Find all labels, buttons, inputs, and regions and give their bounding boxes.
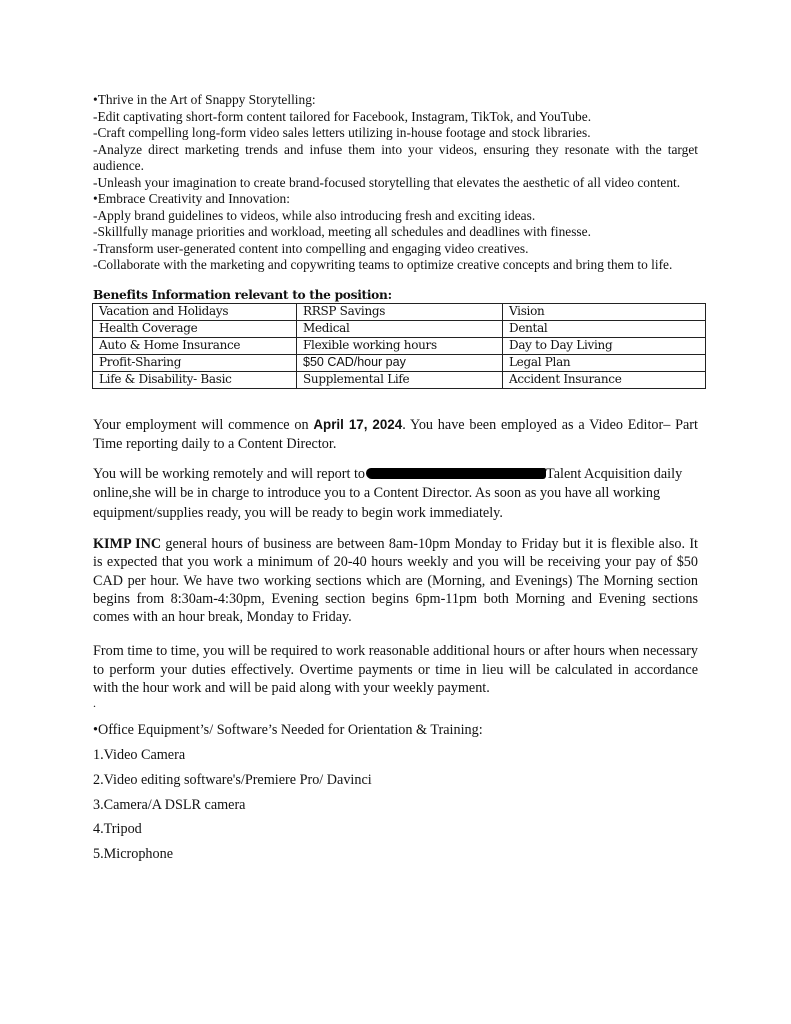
benefits-title: Benefits Information relevant to the position: <box>93 287 392 302</box>
redacted-name <box>366 468 546 479</box>
responsibility-item: -Apply brand guidelines to videos, while also introducing fresh and exciting ideas. <box>93 207 536 223</box>
table-cell: $50 CAD/hour pay <box>297 354 503 371</box>
responsibility-item: -Transform user-generated content into compelling and engaging video creatives. <box>93 240 529 256</box>
list-item: 1.Video Camera <box>93 747 186 764</box>
list-item: 3.Camera/A DSLR camera <box>93 796 246 813</box>
table-cell: Accident Insurance <box>503 371 706 388</box>
offer-letter-page <box>93 0 698 869</box>
stray-dot: . <box>93 696 96 711</box>
table-cell: Medical <box>297 320 503 337</box>
reporting-paragraph <box>93 465 698 523</box>
table-cell: Dental <box>503 320 706 337</box>
table-row <box>93 303 706 320</box>
section-heading: •Embrace Creativity and Innovation: <box>93 191 290 206</box>
section-heading: •Thrive in the Art of Snappy Storytelling: <box>93 92 316 107</box>
table-cell: RRSP Savings <box>297 303 503 320</box>
text: general hours of business are between 8am-10pm Monday to Friday but it is flexible also. It is expected that you work a minimum of 20-40 hours weekly and you will be receiving your pay of $50 CAD per hour. We have two working sections which are (Morning, and Evenings) The Morning section begins from 8:30am-4:30pm, Evening section begins 6pm-11pm both Morning and Evening sections comes with an hour break, Monday to Friday. <box>93 535 699 626</box>
table-row <box>93 371 706 388</box>
responsibility-item: -Craft compelling long-form video sales letters utilizing in-house footage and stock libraries. <box>93 125 591 140</box>
list-item: 4.Tripod <box>93 821 142 838</box>
responsibility-item: -Collaborate with the marketing and copywriting teams to optimize creative concepts and bring them to life. <box>93 257 673 272</box>
text: You will be working remotely and will report to <box>93 466 366 483</box>
table-cell: Day to Day Living <box>503 337 706 354</box>
responsibility-item: -Edit captivating short-form content tailored for Facebook, Instagram, TikTok, and YouTube. <box>93 108 592 124</box>
responsibility-item: -Analyze direct marketing trends and infuse them into your videos, ensuring they resonate with the target audience. <box>93 141 698 173</box>
list-item: 5.Microphone <box>93 845 173 862</box>
table-cell: Vision <box>503 303 706 320</box>
table-cell: Life & Disability- Basic <box>93 371 297 388</box>
start-date: April 17, 2024 <box>313 416 403 432</box>
list-item: 2.Video editing software's/Premiere Pro/ Davinci <box>93 771 372 788</box>
responsibilities-section <box>93 92 698 274</box>
table-cell: Flexible working hours <box>297 337 503 354</box>
responsibility-item: -Skillfully manage priorities and workload, meeting all schedules and deadlines with finesse. <box>93 224 591 239</box>
equipment-list <box>93 746 698 869</box>
responsibility-item: -Unleash your imagination to create brand-focused storytelling that elevates the aesthetic of all video content. <box>93 174 681 190</box>
table-row <box>93 320 706 337</box>
equipment-heading: •Office Equipment’s/ Software’s Needed for Orientation & Training: <box>93 722 483 739</box>
table-cell: Vacation and Holidays <box>93 303 297 320</box>
table-row <box>93 337 706 354</box>
commencement-paragraph <box>93 415 698 455</box>
table-cell: Health Coverage <box>93 320 297 337</box>
table-cell: Profit-Sharing <box>93 354 297 371</box>
table-cell: Supplemental Life <box>297 371 503 388</box>
text: Talent Acquisition daily online,she will be in charge to introduce you to a Content Director. As soon as you have all working equipment/supplies ready, you will be ready to begin work immediately. <box>93 466 683 521</box>
company-name: KIMP INC <box>93 535 162 552</box>
business-hours-paragraph <box>93 535 698 626</box>
table-cell: Auto & Home Insurance <box>93 337 297 354</box>
benefits-table <box>92 303 706 389</box>
overtime-paragraph: From time to time, you will be required to work reasonable additional hours or after hours when necessary to perform your duties effectively. Overtime payments or time in lieu will be calculated in accordance with the hour work and will be paid along with your weekly payment. <box>93 643 698 697</box>
text: . You have been employed as a Video Editor– Part Time reporting daily to a Content Director. <box>93 416 698 452</box>
table-cell: Legal Plan <box>503 354 706 371</box>
text: Your employment will commence on <box>93 416 314 433</box>
table-row <box>93 354 706 371</box>
